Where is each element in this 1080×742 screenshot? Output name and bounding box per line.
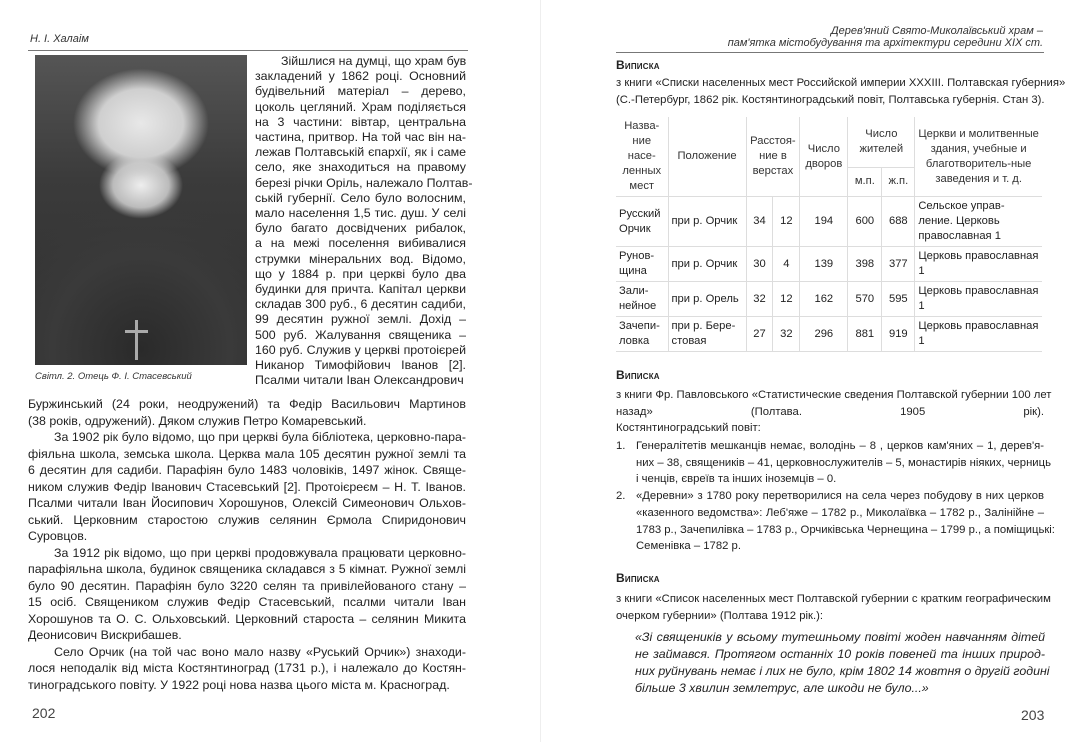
settlements-table [616,117,1042,352]
cell-churches: Церковь православная 1 [915,317,1042,352]
text-line: з книги Фр. Павловського «Статистические сведения Полтавской губернии 100 лет [616,389,1052,401]
list-number: 2. [616,490,626,503]
text-line: тиноградського повіту. У 1922 році нова назва цього міста м. Красноград. [28,677,450,692]
text-line: (38 років, одружений). Дяком служив Петро Комаревський. [28,413,367,428]
cell-yards: 194 [800,197,848,247]
text-line: Костянтиноградський повіт: [616,422,761,435]
cell-position: при р. Орчик [668,247,746,282]
col-position: Положение [668,117,746,197]
col-residents: Число жителей [848,117,915,167]
extract2-source [616,387,1052,437]
text-line: складав 300 руб., 6 десятин садиби, [255,297,466,312]
cell-name: Зали-нейное [616,282,668,317]
text-line: Буржинський (24 роки, неодружений) та Федір Васильович Мартинов [28,397,466,411]
cell-name: Рунов-щина [616,247,668,282]
cell-d2: 12 [773,197,800,247]
text-line: закладений у 1862 році. Основний [255,69,466,84]
paragraph [28,429,466,545]
cell-female: 688 [882,197,915,247]
extract2-list [616,438,1055,555]
text-line: назад» (Полтава. 1905 рік). [616,405,1044,418]
table-row [616,197,1042,247]
text-line: лежав Полтавській єпархії, як і саме [255,145,466,160]
right-page [540,0,1080,742]
text-line: Псалми читали Іван Йосипович Хорошунов, Олексій Симеонович Ольхов- [28,496,466,510]
cell-yards: 296 [800,317,848,352]
table-row [616,247,1042,282]
text-line: і ченців, євреїв та інших іноземців – 0. [636,473,837,486]
portrait-photo [35,55,247,365]
table-row [616,317,1042,352]
text-line: ський. Церковним старостою служив селянин Єрмола Спиридонович [28,512,466,527]
running-head-title [728,26,1043,49]
list-item [616,438,1051,488]
text-line: лося неподалік від міста Костянтиноград (1731 р.), і належало до Костян- [28,661,466,675]
paragraph [28,545,466,644]
running-head-line: пам'ятка містобудування та архітектури середини XIX ст. [727,36,1043,49]
text-line: За 1902 рік було відомо, що при церкві була бібліотека, церковно-пара- [54,430,466,444]
text-line: За 1912 рік відомо, що при церкві продовжувала працювати церковно- [54,545,466,560]
quote [635,629,1050,697]
text-line: що у 1884 р. при церкві було два [255,266,466,281]
text-line: Село Орчик (на той час воно мало назву «Руський Орчик») знаходи- [54,644,466,659]
text-line: Псалми читали Іван Олександрович [255,373,464,388]
cell-d1: 30 [746,247,773,282]
list-number: 1. [616,440,626,452]
cell-female: 919 [882,317,915,352]
text-line: струмки мінеральних вод. Відомо, [255,251,466,266]
header-rule [28,50,468,51]
text-line: «Деревни» з 1780 року перетворилися на села через побудову в них церков [636,490,1044,503]
text-line: будинки для причта. Капітал церкви [255,282,466,297]
cell-male: 398 [848,247,882,282]
text-line: (С.-Петербург, 1862 рік. Костянтиноградський повіт, Полтавська губернія. Стан 3). [616,93,1045,106]
cell-male: 570 [848,282,882,317]
text-line: «Зі священиків у всьому тутешньому повіті жоден навчанням дітей [635,630,1045,644]
text-line: частина, притвор. На той час він на- [255,130,466,145]
cell-female: 377 [882,247,915,282]
text-line: а на межі поселення вибивалися [255,236,466,251]
col-distance: Расстоя-ние в верстах [746,117,800,197]
text-line: очерком губернии» (Полтава 1912 рік.): [616,609,824,622]
cell-d2: 4 [773,247,800,282]
text-line: будівельний матеріал – дерево, [255,84,466,99]
col-churches: Церкви и молитвенные здания, учебные и благотворитель-ные заведения и т. д. [915,117,1042,197]
paragraph [28,644,466,694]
text-line: Деонисович Вискрибашев. [28,628,182,642]
text-line: 15 осіб. Священиком служив Федір Стасевський, псалми читали Іван [28,595,466,609]
page-number: 203 [1021,707,1045,723]
cell-churches: Сельское управ-ление. Церковь православная 1 [915,197,1042,247]
text-line: 160 руб. Служив у церкві протоієрей [255,342,466,357]
cell-position: при р. Орчик [668,197,746,247]
cell-position: при р. Бере-стовая [668,317,746,352]
text-line: ській губернії. Село було волосним, [255,190,466,205]
text-line: березі річки Оріль, належало Полтав- [255,175,473,190]
text-line: на 3 частини: вівтар, центральна [255,114,466,129]
cell-d2: 32 [773,317,800,352]
paragraph [28,396,466,429]
text-line: Зійшлися на думці, що храм був [281,54,467,68]
cell-yards: 139 [800,247,848,282]
cell-male: 881 [848,317,882,352]
text-line: було 90 десятин. Парафіян було 3220 селян та привілейованого стану – [28,578,466,593]
text-line: Никанор Тимофійович Іванов [2]. [255,358,466,373]
extract-title: Виписка [616,571,660,585]
photo-caption: Світл. 2. Отець Ф. І. Стасевський [35,371,192,382]
col-male: м.п. [848,167,882,196]
text-line: Семенівка – 1782 р. [636,540,741,553]
cell-female: 595 [882,282,915,317]
cell-d1: 32 [746,282,773,317]
header-rule [616,52,1044,53]
text-line: них – 38, священиків – 41, церковнослужителів – 5, монастирів ніяких, черниць [636,456,1051,469]
cell-d1: 27 [746,317,773,352]
col-female: ж.п. [882,167,915,196]
cell-d2: 12 [773,282,800,317]
text-line: село, яке знаходиться на правому [255,160,466,175]
text-line: Суровцов. [28,529,88,543]
text-line: було багато досвідчених рибалок, [255,221,466,236]
text-line: них руйнувань немає і лих не було, крім 1802 14 жовтня о другій годині [635,664,1050,678]
cell-churches: Церковь православная 1 [915,247,1042,282]
text-line: з книги «Список населенных мест Полтавской губернии с кратким географическим [616,593,1051,605]
text-line: ником служив Федір Іванович Стасевський [2]. Протоієреєм – Н. Т. Іванов. [28,479,466,494]
page-number: 202 [32,705,56,721]
extract-title: Виписка [616,58,660,72]
cell-name: Зачепи-ловка [616,317,668,352]
cell-position: при р. Орель [668,282,746,317]
cell-name: Русский Орчик [616,197,668,247]
text-line: мало населення 1,5 тис. душ. У селі [255,206,466,221]
text-line: цоколь цегляний. Храм поділяється [255,99,466,114]
cell-yards: 162 [800,282,848,317]
extract1-source [616,75,1066,108]
table-header-row [616,117,1042,167]
text-line: не займався. Протягом останніх 10 років повеней та інших природ- [635,647,1045,661]
main-text [28,396,466,693]
text-line: більше 3 хвилин землетрус, але шкоди не було...» [635,681,929,695]
col-name: Назва-ние насе-ленных мест [616,117,668,197]
text-line: Хорошунов та О. С. Ольховський. Церковний староста – селянин Микита [28,611,466,626]
text-line: 99 десятин ружної землі. Дохід – [255,312,466,327]
text-line: Генералітетів мешканців немає, володінь – 8 , церков кам'яних – 1, дерев'я- [636,440,1044,452]
side-column-text [255,54,473,388]
text-line: фіяльна школа, земська школа. Церква мала 105 десятин ружної землі та [28,446,466,461]
text-line: 1783 р., Зачепилівка – 1783 р., Орчиківська Чернещина – 1799 р., а поміщицькі: [636,523,1055,536]
extract-title: Виписка [616,368,660,382]
running-head-author: Н. І. Халаім [30,33,89,45]
text-line: 6 десятин для садиби. Парафіян було 1483 чоловіків, 1497 жінок. Свяще- [28,463,466,477]
running-head-line: Дерев'яний Свято-Миколаївський храм – [830,25,1043,37]
extract3-source [616,591,1051,624]
table-row [616,282,1042,317]
col-yards: Число дворов [800,117,848,197]
cell-male: 600 [848,197,882,247]
text-line: «казенного ведомства»: Леб'яже – 1782 р., Миколаївка – 1782 р., Залінійне – [636,506,1044,519]
cell-d1: 34 [746,197,773,247]
text-line: 500 руб. Жалування священика – [255,327,466,342]
cell-churches: Церковь православная 1 [915,282,1042,317]
cross-pendant [135,320,138,360]
list-item [616,488,1055,555]
text-line: з книги «Списки населенных мест Российской империи XXXIII. Полтавская губерния» [616,77,1066,89]
text-line: парафіяльна школа, будинок священика складався з 5 кімнат. Ружної землі [28,562,466,576]
